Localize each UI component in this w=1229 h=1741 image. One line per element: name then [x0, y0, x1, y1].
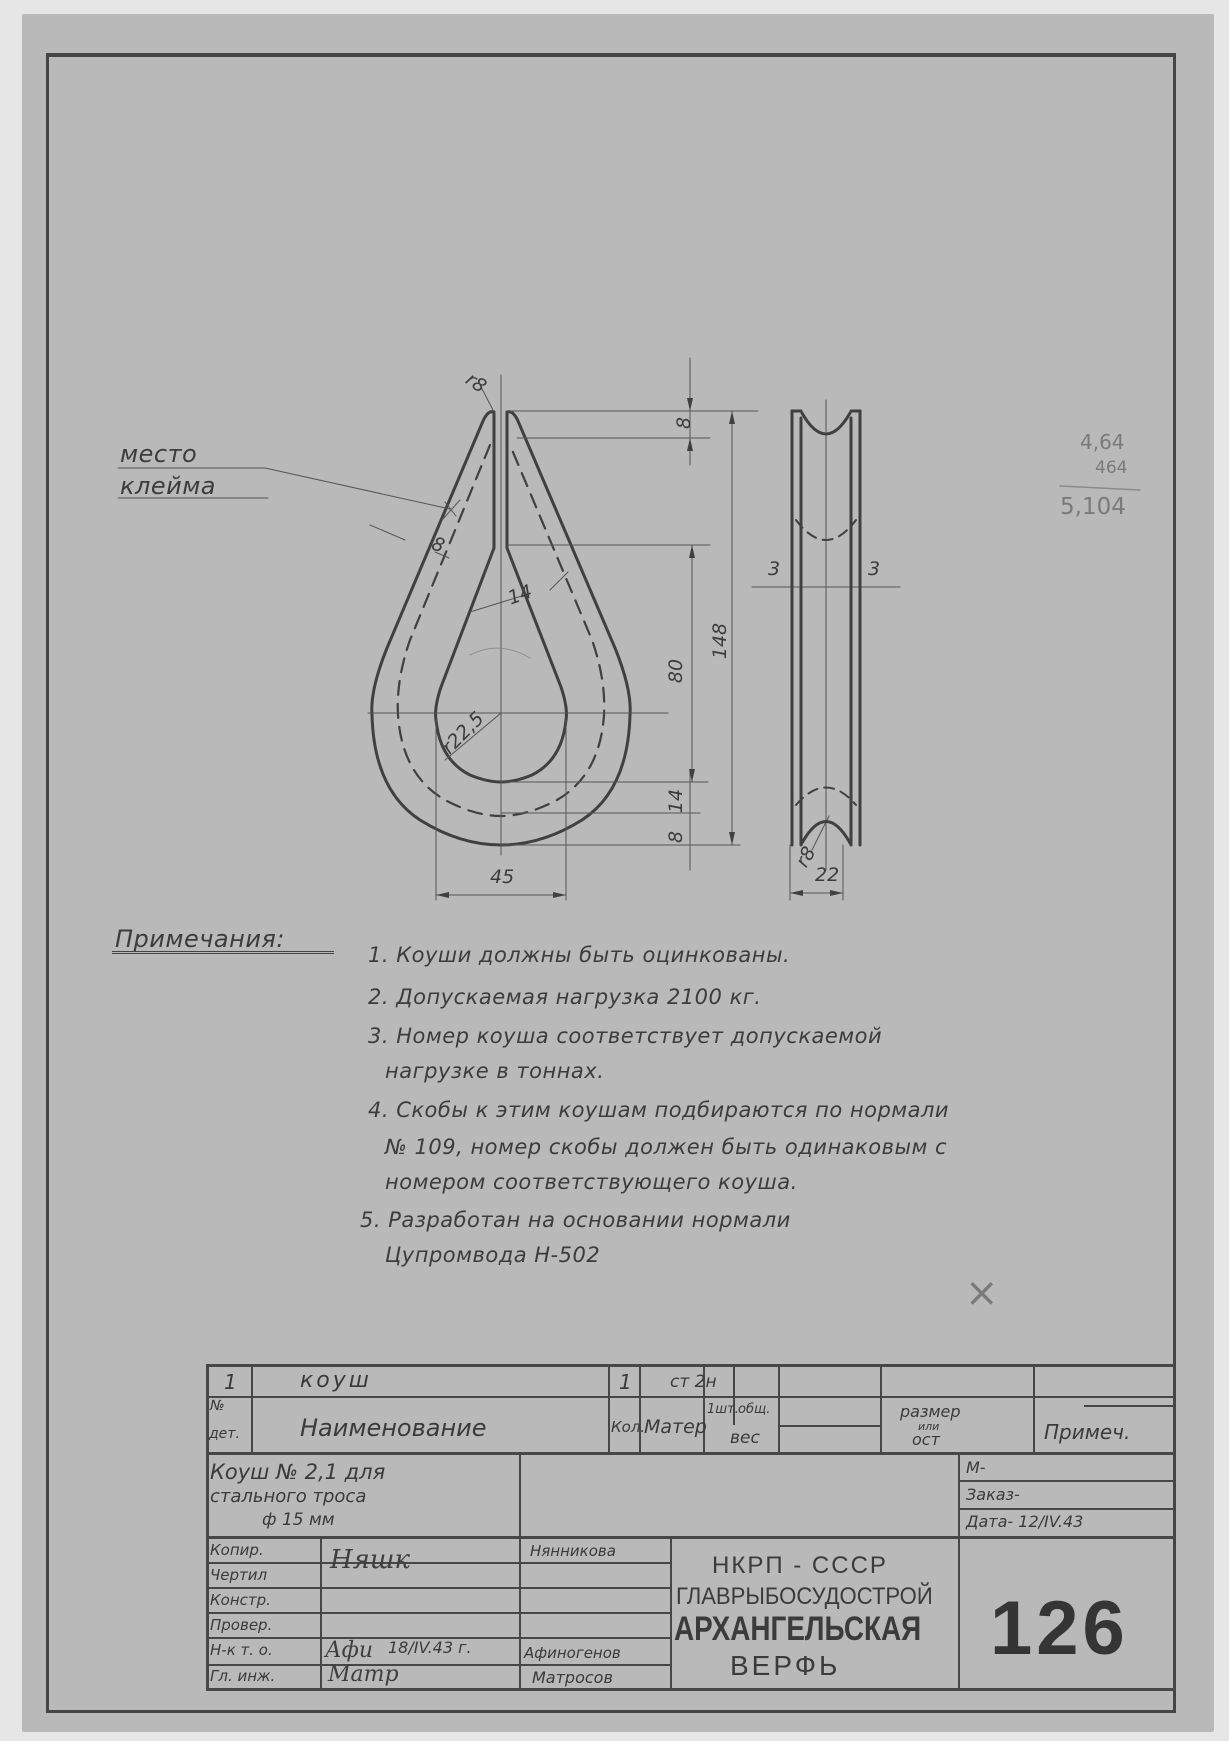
drawing-title-l3: ф 15 мм [262, 1510, 335, 1530]
role-designed: Констр. [210, 1591, 271, 1609]
pencil-check-mark: × [965, 1270, 999, 1316]
header-size-l2: или [918, 1420, 940, 1433]
dim-groove-radius: r8 [791, 842, 821, 872]
name-head-to: Афиногенов [524, 1644, 621, 1662]
drawing-title-l2: стального троса [210, 1486, 367, 1507]
dim-inner-radius: r22,5 [437, 707, 489, 759]
note-4-cont-2: номером соответствующего коуша. [385, 1170, 798, 1194]
header-number-l1: № [210, 1398, 225, 1414]
header-size-l3: ост [912, 1430, 940, 1449]
header-number-l2: дет. [209, 1426, 240, 1442]
role-chief-engineer: Гл. инж. [210, 1667, 276, 1685]
note-3-cont: нагрузке в тоннах. [385, 1059, 605, 1083]
dim-side-width: 22 [815, 864, 840, 886]
dim-width: 45 [490, 866, 515, 888]
org-line-1: НКРП - СССР [712, 1552, 888, 1579]
role-head-tech-dept: Н-к т. о. [210, 1641, 273, 1659]
dim-side-left: 3 [768, 558, 781, 580]
dim-wall-left: 8 [428, 532, 448, 558]
dim-bottom-wall: 14 [665, 788, 688, 814]
signature-copied: Няшк [330, 1545, 411, 1575]
note-3: 3. Номер коуша соответствует допускаемой [368, 1024, 883, 1048]
header-weight-each: 1шт. [707, 1402, 739, 1417]
signature-chief-engineer: Матр [328, 1662, 399, 1687]
note-4: 4. Скобы к этим коушам подбираются по нормали [368, 1098, 950, 1122]
note-5: 5. Разработан на основании нормали [360, 1208, 791, 1232]
header-note: Примеч. [1044, 1420, 1131, 1444]
part-number: 1 [224, 1370, 237, 1394]
org-line-4: ВЕРФЬ [730, 1650, 841, 1681]
notes-heading: Примечания: [115, 925, 285, 953]
note-2: 2. Допускаемая нагрузка 2100 кг. [368, 985, 762, 1009]
dim-bottom-edge: 8 [665, 830, 688, 844]
name-chief-engineer: Матросов [532, 1668, 613, 1687]
dim-tip-radius: r8 [461, 368, 491, 398]
header-quantity: Кол. [611, 1418, 646, 1436]
meta-order: Заказ- [966, 1485, 1020, 1504]
name-copied-by: Нянникова [530, 1542, 616, 1560]
stamp-place-label-2: клейма [120, 472, 217, 500]
notes-heading-underline [112, 951, 334, 954]
signature-checked: Афи [325, 1638, 374, 1663]
dim-top-gap: 8 [673, 416, 696, 430]
header-name: Наименование [300, 1414, 487, 1442]
checked-date: 18/IV.43 г. [388, 1638, 472, 1657]
role-checked: Провер. [210, 1616, 273, 1634]
note-5-cont: Цупромвода Н-502 [385, 1243, 601, 1267]
note-1: 1. Коуши должны быть оцинкованы. [368, 943, 791, 967]
header-material: Матер [644, 1416, 707, 1438]
stamp-place-label-1: место [120, 440, 198, 468]
pencil-calc-2: 464 [1095, 458, 1128, 478]
sheet-number: 126 [990, 1586, 1129, 1671]
part-name: коуш [300, 1368, 372, 1393]
header-weight: вес [730, 1428, 760, 1448]
note-4-cont-1: № 109, номер скобы должен быть одинаковым с [385, 1135, 948, 1159]
pencil-calc-1: 4,64 [1080, 430, 1125, 454]
role-drawn: Чертил [210, 1566, 268, 1584]
dim-side-right: 3 [868, 558, 881, 580]
meta-date: Дата- 12/IV.43 [966, 1512, 1084, 1531]
org-line-3: АРХАНГЕЛЬСКАЯ [674, 1610, 922, 1648]
part-material: ст 2н [670, 1372, 717, 1392]
dim-wall-right: 14 [504, 580, 536, 610]
part-quantity: 1 [619, 1370, 632, 1394]
dim-inner-height: 80 [665, 658, 688, 684]
drawing-title-l1: Коуш № 2,1 для [210, 1460, 386, 1484]
role-copied: Копир. [210, 1541, 264, 1559]
header-size-l1: размер [900, 1402, 961, 1421]
pencil-calc-3: 5,104 [1060, 494, 1126, 520]
dim-overall-height: 148 [709, 622, 732, 660]
org-line-2: ГЛАВРЫБОСУДОСТРОЙ [676, 1583, 933, 1610]
meta-scale: М- [966, 1458, 986, 1477]
header-weight-total: общ. [738, 1402, 771, 1417]
